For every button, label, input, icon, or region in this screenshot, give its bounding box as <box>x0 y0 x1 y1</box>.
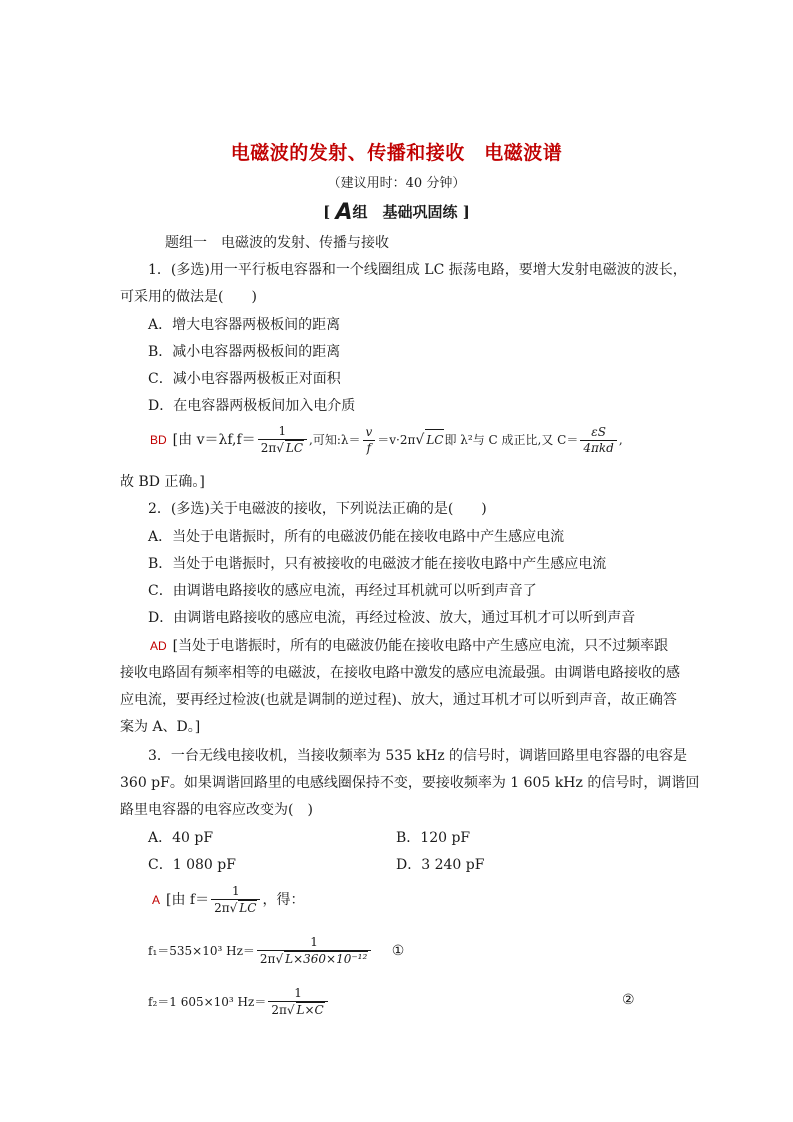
q1-sol-mid1: ,可知:λ＝ <box>309 433 361 447</box>
q1-option-a: A．增大电容器两极板间的距离 <box>148 317 341 333</box>
q1-sol-mid2: ＝v·2π <box>377 433 416 447</box>
suggested-time: （建议用时：40 分钟） <box>327 176 466 191</box>
q3-answer: A <box>152 893 161 907</box>
q3-sol-prefix: [由 f＝ <box>166 892 210 908</box>
q3-frac-f-den-root: LC <box>239 901 257 915</box>
q1-frac-c <box>580 425 616 456</box>
q2-option-a: A．当处于电谐振时，所有的电磁波仍能在接收电路中产生感应电流 <box>148 529 565 545</box>
q1-option-b: B．减小电容器两极板间的距离 <box>148 344 341 360</box>
q1-answer: BD <box>150 433 167 447</box>
q2-sol-text: [当处于电谐振时，所有的电磁波仍能在接收电路中产生感应电流，只不过频率跟 <box>172 638 669 654</box>
q1-frac-f-den-prefix: 2π <box>260 441 277 455</box>
page-title: 电磁波的发射、传播和接收 电磁波谱 <box>230 142 563 164</box>
q3-stem-line2: 360 pF。如果调谐回路里的电感线圈保持不变，要接收频率为 1 605 kHz 的信号时，调谐回 <box>120 775 700 791</box>
q3-option-c: C．1 080 pF <box>148 857 236 873</box>
q1-frac-c-num: εS <box>580 425 616 441</box>
q1-solution-line1: BD [由 v＝λf,f＝ $\frac{1}{2\pi√ LC}$ ,可知:λ＝ $\frac{v}{f}$ ＝v·2π√ LC即 λ²与 C 成正比,又 C＝ $\frac{\varepsilon S}{\text{4πkd}}$ , <box>150 424 623 455</box>
q3-frac-f <box>211 884 260 916</box>
q3-frac-f-num: 1 <box>211 884 260 900</box>
q3-option-d: D．3 240 pF <box>396 857 485 873</box>
q3-equation-2 <box>148 986 330 1018</box>
q2-stem: 2．(多选)关于电磁波的接收，下列说法正确的是( ) <box>148 501 487 517</box>
q1-sol-text: [由 v＝λf,f＝ <box>172 432 256 448</box>
q3-eq1-num: 1 <box>257 935 371 951</box>
q3-eq1-frac <box>257 935 371 967</box>
section-heading: 题组一 电磁波的发射、传播与接收 <box>165 235 389 251</box>
q2-answer: AD <box>150 639 167 653</box>
q1-frac-lambda-den: f <box>366 440 372 455</box>
q3-stem-line1: 3．一台无线电接收机，当接收频率为 535 kHz 的信号时，调谐回路里电容器的电容是 <box>148 748 688 764</box>
q3-eq2-mark: ② <box>622 992 635 1008</box>
q3-eq1-den: 2π√ L×360×10⁻¹² <box>259 952 368 966</box>
group-letter: A <box>335 200 353 225</box>
group-bracket-open: [ <box>323 203 331 221</box>
q3-eq2-den-root: L×C <box>296 1003 324 1017</box>
q3-frac-f-den-prefix: 2π <box>214 901 230 915</box>
q2-solution-line4: 案为 A、D。] <box>120 719 201 735</box>
q1-frac-f <box>258 424 307 456</box>
q2-option-c: C．由调谐电路接收的感应电流，再经过耳机就可以听到声音了 <box>148 583 537 599</box>
q1-sol-mid3: 即 λ²与 C 成正比,又 C＝ <box>444 433 579 447</box>
q3-eq1-left: f₁＝535×10³ Hz＝ <box>148 944 255 958</box>
q2-option-b: B．当处于电谐振时，只有被接收的电磁波才能在接收电路中产生感应电流 <box>148 556 607 572</box>
q2-solution-line3: 应电流，要再经过检波(也就是调制的逆过程)、放大，通过耳机才可以听到声音，故正确答 <box>120 692 677 708</box>
group-bracket-close: ] <box>462 203 470 221</box>
q3-stem-line3: 路里电容器的电容应改变为( ) <box>120 802 313 818</box>
q2-option-d: D．由调谐电路接收的感应电流，再经过检波、放大，通过耳机才可以听到声音 <box>148 610 636 626</box>
group-label: 组 基础巩固练 <box>352 203 458 221</box>
q3-equation-1 <box>148 935 404 967</box>
group-heading <box>0 200 793 225</box>
q1-stem-line1: 1．(多选)用一平行板电容器和一个线圈组成 LC 振荡电路，要增大发射电磁波的波长， <box>148 262 687 278</box>
q3-solution-line1 <box>152 884 304 916</box>
q3-eq1-mark: ① <box>391 943 405 959</box>
q1-option-d: D．在电容器两极板间加入电介质 <box>148 398 356 414</box>
q1-frac-f-num: 1 <box>258 424 307 440</box>
q1-sol-mid4: , <box>618 433 623 447</box>
q3-option-a: A．40 pF <box>148 830 214 846</box>
q2-solution-line2: 接收电路固有频率相等的电磁波，在接收电路中激发的感应电流最强。由调谐电路接收的感 <box>120 665 680 681</box>
q3-eq2-den: 2π√ L×C <box>271 1003 324 1017</box>
q3-frac-f-den: 2π√ LC <box>214 901 257 915</box>
q1-frac-lambda <box>363 425 376 456</box>
q1-stem-line2: 可采用的做法是( ) <box>120 289 257 305</box>
q3-eq2-left: f₂＝1 605×10³ Hz＝ <box>148 995 267 1009</box>
q3-eq2-frac <box>268 986 327 1018</box>
q2-solution-line1 <box>150 636 668 656</box>
q3-eq2-den-prefix: 2π <box>271 1003 287 1017</box>
q1-sol-root2: LC <box>425 429 444 450</box>
q1-frac-f-den: 2π√ LC <box>260 441 304 455</box>
q3-sol-suffix: ，得： <box>262 892 305 908</box>
q1-solution-line2: 故 BD 正确。] <box>120 474 205 490</box>
q3-option-b: B．120 pF <box>396 830 471 846</box>
q3-eq1-den-prefix: 2π <box>259 952 276 966</box>
q1-frac-f-den-root: LC <box>285 441 304 455</box>
q1-frac-c-den: 4πkd <box>583 440 614 455</box>
q3-eq2-num: 1 <box>268 986 327 1002</box>
q1-option-c: C．减小电容器两极板正对面积 <box>148 371 341 387</box>
q1-frac-lambda-num: v <box>363 425 376 441</box>
q3-eq1-den-root: L×360×10⁻¹² <box>285 952 368 966</box>
